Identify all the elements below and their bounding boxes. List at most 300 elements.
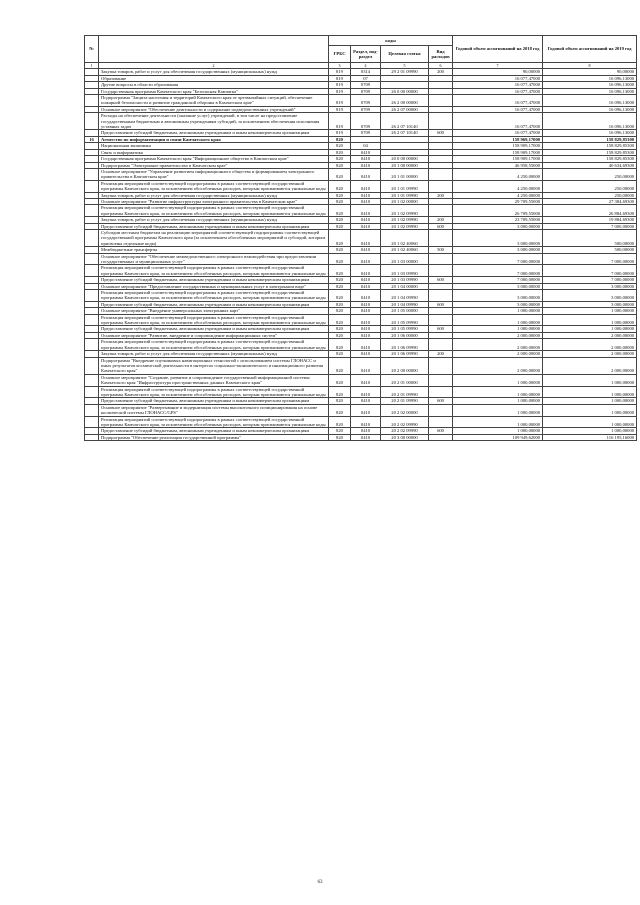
row-name: Образование: [99, 75, 329, 81]
row-target-article: 20 2 01 00000: [381, 374, 429, 386]
row-target-article: 20 1 01 00000: [381, 168, 429, 180]
row-target-article: 20 1 05 09990: [381, 314, 429, 326]
header-year-2019: Годовой объем ассигнований на 2019 год: [543, 36, 637, 63]
row-razdel: 0410: [351, 428, 381, 434]
row-target-article: 20 2 02 00000: [381, 404, 429, 416]
row-grbs: 820: [329, 168, 351, 180]
row-razdel: 0410: [351, 314, 381, 326]
row-amount-2019: 1 000,00000: [543, 398, 637, 404]
row-amount-2018: 4 250,00000: [453, 180, 543, 192]
row-name: Реализация мероприятий соответствующей подпрограммы в рамках соответствующей государственной программы Камчатского края, за исключением обособленных расходов, которым присваиваются уникальные коды: [99, 265, 329, 277]
row-target-article: 20 1 02 09990: [381, 205, 429, 217]
row-amount-2018: 16 077,47000: [453, 113, 543, 130]
row-razdel: 0410: [351, 386, 381, 398]
row-razdel: 0410: [351, 253, 381, 265]
row-amount-2018: 1 000,00000: [453, 314, 543, 326]
row-amount-2019: 2 000,00000: [543, 357, 637, 374]
row-grbs: 820: [329, 434, 351, 440]
row-name: Основное мероприятие "Предоставление государственных и муниципальных услуг в электронном виде": [99, 283, 329, 289]
row-target-article: 20 1 02 40060: [381, 229, 429, 246]
row-amount-2018: 90,00000: [453, 69, 543, 75]
row-amount-2018: 158 909,17000: [453, 149, 543, 155]
row-grbs: 820: [329, 357, 351, 374]
row-amount-2019: 158 829,85300: [543, 149, 637, 155]
row-amount-2018: 2 000,00000: [453, 332, 543, 338]
row-name: Межбюджетные трансферты: [99, 247, 329, 253]
row-razdel: 0410: [351, 357, 381, 374]
row-grbs: 819: [329, 75, 351, 81]
row-amount-2019: 16 096,13000: [543, 75, 637, 81]
row-number: [85, 339, 99, 351]
row-name: Подпрограмма "Защита населения и территорий Камчатского края от чрезвычайных ситуаций, обеспечение пожарной безопасности и развитие гражданской обороны в Камчатском крае": [99, 95, 329, 107]
table-row: [85, 386, 637, 398]
table-row: [85, 357, 637, 374]
row-target-article: 26 2 07 10140: [381, 113, 429, 130]
row-grbs: 820: [329, 404, 351, 416]
row-amount-2018: 3 000,00000: [453, 247, 543, 253]
row-target-article: 20 1 02 00000: [381, 198, 429, 204]
row-razdel: 07: [351, 75, 381, 81]
row-razdel: 0410: [351, 434, 381, 440]
table-row: [85, 314, 637, 326]
row-amount-2018: 3 000,00000: [453, 301, 543, 307]
row-name: Национальная экономика: [99, 143, 329, 149]
table-row: [85, 265, 637, 277]
row-razdel: 0410: [351, 374, 381, 386]
header-codes: коды: [329, 36, 453, 46]
row-grbs: 820: [329, 205, 351, 217]
row-razdel: 0410: [351, 198, 381, 204]
row-name: Основное мероприятие "Развитие, внедрение и сопровождение информационных систем": [99, 332, 329, 338]
row-grbs: 820: [329, 180, 351, 192]
row-razdel: 0410: [351, 339, 381, 351]
row-amount-2018: 4 250,00000: [453, 168, 543, 180]
row-target-article: 20 1 05 00000: [381, 308, 429, 314]
row-amount-2019: 116 195,16000: [543, 434, 637, 440]
row-name: Реализация мероприятий соответствующей подпрограммы в рамках соответствующей государственной программы Камчатского края, за исключением обособленных расходов, которым присваиваются уникальные коды: [99, 339, 329, 351]
row-razdel: 0410: [351, 149, 381, 155]
row-razdel: 0709: [351, 82, 381, 88]
row-name: Реализация мероприятий соответствующей подпрограммы в рамках соответствующей государственной программы Камчатского края, за исключением обособленных расходов, которым присваиваются уникальные коды: [99, 416, 329, 428]
table-row: [85, 205, 637, 217]
table-row: [85, 416, 637, 428]
row-amount-2018: 2 000,00000: [453, 357, 543, 374]
row-expense-type: [429, 434, 453, 440]
row-name: Предоставление субсидий бюджетным, автономным учреждениям и иным некоммерческим организациям: [99, 130, 329, 136]
row-name: Закупка товаров, работ и услуг для обеспечения государственных (муниципальных) нужд: [99, 351, 329, 357]
row-target-article: 26 2 00 00000: [381, 95, 429, 107]
row-expense-type: [429, 386, 453, 398]
row-name: Связь и информатика: [99, 149, 329, 155]
budget-table-page: [84, 35, 636, 441]
row-target-article: 20 1 02 09990: [381, 217, 429, 223]
row-grbs: 820: [329, 198, 351, 204]
row-razdel: 0410: [351, 217, 381, 223]
row-razdel: 0410: [351, 162, 381, 168]
row-amount-2019: 2 000,00000: [543, 339, 637, 351]
row-amount-2019: 3 000,00000: [543, 290, 637, 302]
table-row: [85, 339, 637, 351]
row-name: Субсидии местным бюджетам на реализацию мероприятий соответствующей подпрограммы соответствующей государственной программы Камчатского края (за исключением обособленных мероприятий и субсидий, которым присвоены отдельные коды): [99, 229, 329, 246]
row-razdel: 0410: [351, 308, 381, 314]
table-row: [85, 168, 637, 180]
row-grbs: 820: [329, 217, 351, 223]
row-amount-2019: 16 096,13000: [543, 88, 637, 94]
row-amount-2018: 16 077,47000: [453, 75, 543, 81]
row-grbs: 820: [329, 339, 351, 351]
row-razdel: 0410: [351, 290, 381, 302]
row-amount-2018: 158 909,17000: [453, 143, 543, 149]
row-expense-type: [429, 339, 453, 351]
row-name: Подпрограмма "Обеспечение реализации государственной программы": [99, 434, 329, 440]
row-grbs: 819: [329, 95, 351, 107]
header-num: №: [85, 36, 99, 63]
row-number: [85, 229, 99, 246]
row-name: Предоставление субсидий бюджетным, автономным учреждениям и иным некоммерческим организациям: [99, 326, 329, 332]
row-grbs: 820: [329, 301, 351, 307]
row-target-article: 20 2 02 09990: [381, 428, 429, 434]
row-target-article: 20 1 02 40060: [381, 247, 429, 253]
row-amount-2018: 1 000,00000: [453, 428, 543, 434]
table-row: [85, 290, 637, 302]
header-row-1: [85, 36, 637, 46]
header-grbs: ГРБС: [329, 46, 351, 63]
row-grbs: 820: [329, 265, 351, 277]
row-target-article: 20 1 06 09990: [381, 351, 429, 357]
row-amount-2019: 16 096,13000: [543, 95, 637, 107]
row-amount-2018: 16 077,47000: [453, 130, 543, 136]
header-razdel: Раздел, под-раздел: [351, 46, 381, 63]
row-name: Предоставление субсидий бюджетным, автономным учреждениям и иным некоммерческим организациям: [99, 428, 329, 434]
row-razdel: 0410: [351, 398, 381, 404]
index-cell: 6: [429, 63, 453, 69]
row-name: Подпрограмма "Электронное правительство в Камчатском крае": [99, 162, 329, 168]
row-number: 16: [85, 136, 99, 142]
row-expense-type: 600: [429, 223, 453, 229]
row-grbs: 819: [329, 88, 351, 94]
row-expense-type: [429, 265, 453, 277]
row-name: Основное мероприятие "Создание, развитие и сопровождение государственной информационной системы Камчатского края "Инфраструктура пространственных данных Камчатского края": [99, 374, 329, 386]
row-name: Другие вопросы в области образования: [99, 82, 329, 88]
row-number: [85, 180, 99, 192]
row-number: [85, 386, 99, 398]
row-amount-2018: 29 709,55000: [453, 198, 543, 204]
row-amount-2019: 2 000,00000: [543, 351, 637, 357]
row-razdel: 0410: [351, 205, 381, 217]
row-name: Реализация мероприятий соответствующей подпрограммы в рамках соответствующей государственной программы Камчатского края, за исключением обособленных расходов, которым присваиваются уникальные коды: [99, 180, 329, 192]
row-amount-2018: 7 000,00000: [453, 277, 543, 283]
row-amount-2018: 23 709,55000: [453, 217, 543, 223]
table-row: [85, 374, 637, 386]
row-razdel: 0410: [351, 326, 381, 332]
row-target-article: 20 2 00 00000: [381, 357, 429, 374]
row-amount-2018: 4 250,00000: [453, 192, 543, 198]
row-razdel: 0410: [351, 223, 381, 229]
row-amount-2018: 2 000,00000: [453, 351, 543, 357]
row-target-article: 20 1 04 09990: [381, 290, 429, 302]
row-grbs: 819: [329, 82, 351, 88]
row-expense-type: 500: [429, 247, 453, 253]
row-grbs: 820: [329, 162, 351, 168]
row-name: Подпрограмма "Внедрение спутниковых навигационных технологий с использованием системы ГЛОНАСС и иных результатов космической деятельности в интересах социально-экономического и инновационного развития Камчатского края": [99, 357, 329, 374]
row-grbs: 820: [329, 428, 351, 434]
row-razdel: 0410: [351, 180, 381, 192]
row-name: Предоставление субсидий бюджетным, автономным учреждениям и иным некоммерческим организациям: [99, 277, 329, 283]
table-row: [85, 180, 637, 192]
row-grbs: 820: [329, 156, 351, 162]
row-amount-2019: 158 829,85300: [543, 136, 637, 142]
row-amount-2019: 16 096,13000: [543, 130, 637, 136]
row-name: Агентство по информатизации и связи Камчатского края: [99, 136, 329, 142]
row-amount-2019: 500,00000: [543, 229, 637, 246]
row-razdel: 0410: [351, 416, 381, 428]
row-amount-2018: 16 077,47000: [453, 88, 543, 94]
row-target-article: 20 2 01 09990: [381, 398, 429, 404]
row-target-article: 20 1 01 09990: [381, 180, 429, 192]
row-name: Закупка товаров, работ и услуг для обеспечения государственных (муниципальных) нужд: [99, 192, 329, 198]
row-target-article: 20 1 04 00000: [381, 283, 429, 289]
row-razdel: 0709: [351, 113, 381, 130]
row-name: Основное мероприятие "Развитие инфраструктуры электронного правительства в Камчатском крае": [99, 198, 329, 204]
row-amount-2019: 7 000,00000: [543, 265, 637, 277]
row-number: [85, 434, 99, 440]
row-grbs: 820: [329, 398, 351, 404]
page-number: 63: [317, 880, 323, 885]
row-amount-2019: 3 000,00000: [543, 301, 637, 307]
row-grbs: 820: [329, 277, 351, 283]
row-target-article: 20 1 06 09990: [381, 339, 429, 351]
row-amount-2019: 1 000,00000: [543, 308, 637, 314]
index-cell: 2: [99, 63, 329, 69]
row-amount-2019: 90,00000: [543, 69, 637, 75]
row-razdel: 0410: [351, 156, 381, 162]
row-expense-type: 200: [429, 351, 453, 357]
row-target-article: 20 1 03 09990: [381, 265, 429, 277]
row-number: [85, 113, 99, 130]
row-target-article: 20 1 00 00000: [381, 162, 429, 168]
row-target-article: 20 1 06 00000: [381, 332, 429, 338]
row-name: Основное мероприятие "Управление развитием информационного общества и формированием электронного правительства в Камчатском крае": [99, 168, 329, 180]
index-cell: 5: [381, 63, 429, 69]
row-name: Закупка товаров, работ и услуг для обеспечения государственных (муниципальных) нужд: [99, 69, 329, 75]
row-target-article: 20 1 01 09990: [381, 192, 429, 198]
row-grbs: 820: [329, 351, 351, 357]
row-expense-type: 200: [429, 69, 453, 75]
row-amount-2018: 3 000,00000: [453, 229, 543, 246]
row-grbs: 819: [329, 69, 351, 75]
row-razdel: 0709: [351, 88, 381, 94]
header-target-article: Целевая статья: [381, 46, 429, 63]
row-target-article: 20 3 00 00000: [381, 434, 429, 440]
table-row: [85, 113, 637, 130]
row-amount-2019: 500,00000: [543, 247, 637, 253]
row-expense-type: [429, 229, 453, 246]
row-expense-type: [429, 168, 453, 180]
row-grbs: 820: [329, 308, 351, 314]
row-expense-type: 200: [429, 217, 453, 223]
row-target-article: 20 1 03 00000: [381, 253, 429, 265]
row-grbs: 820: [329, 149, 351, 155]
row-amount-2018: 1 000,00000: [453, 308, 543, 314]
row-expense-type: 600: [429, 398, 453, 404]
row-amount-2018: 1 000,00000: [453, 326, 543, 332]
row-number: [85, 168, 99, 180]
row-expense-type: 600: [429, 428, 453, 434]
row-name: Предоставление субсидий бюджетным, автономным учреждениям и иным некоммерческим организациям: [99, 301, 329, 307]
row-expense-type: [429, 314, 453, 326]
row-amount-2019: 19 884,69300: [543, 217, 637, 223]
row-name: Государственная программа Камчатского края "Безопасная Камчатка": [99, 88, 329, 94]
row-grbs: 820: [329, 229, 351, 246]
row-amount-2018: 16 077,47000: [453, 95, 543, 107]
row-target-article: 26 2 07 10140: [381, 130, 429, 136]
row-target-article: 20 1 04 09990: [381, 301, 429, 307]
row-name: Реализация мероприятий соответствующей подпрограммы в рамках соответствующей государственной программы Камчатского края, за исключением обособленных расходов, которым присваиваются уникальные коды: [99, 205, 329, 217]
index-cell: 4: [351, 63, 381, 69]
row-expense-type: [429, 95, 453, 107]
row-razdel: 0410: [351, 229, 381, 246]
row-number: [85, 416, 99, 428]
row-razdel: 0410: [351, 192, 381, 198]
row-amount-2018: 3 000,00000: [453, 223, 543, 229]
row-amount-2018: 16 077,47000: [453, 82, 543, 88]
table-row: [85, 434, 637, 440]
row-amount-2018: 7 000,00000: [453, 265, 543, 277]
row-razdel: 0410: [351, 332, 381, 338]
row-razdel: 0314: [351, 69, 381, 75]
row-amount-2018: 1 000,00000: [453, 386, 543, 398]
row-amount-2018: 2 000,00000: [453, 339, 543, 351]
row-amount-2019: 26 884,69300: [543, 205, 637, 217]
row-amount-2019: 250,00000: [543, 180, 637, 192]
row-amount-2019: 16 096,13000: [543, 82, 637, 88]
row-number: [85, 314, 99, 326]
row-razdel: 0410: [351, 404, 381, 416]
row-amount-2019: 16 096,13000: [543, 106, 637, 112]
row-razdel: 0410: [351, 265, 381, 277]
index-cell: 8: [543, 63, 637, 69]
table-row: [85, 95, 637, 107]
row-name: Закупка товаров, работ и услуг для обеспечения государственных (муниципальных) нужд: [99, 217, 329, 223]
row-amount-2019: 3 000,00000: [543, 283, 637, 289]
row-grbs: 820: [329, 374, 351, 386]
row-razdel: 0709: [351, 95, 381, 107]
row-grbs: 820: [329, 247, 351, 253]
row-target-article: 20 0 00 00000: [381, 156, 429, 162]
row-target-article: 20 1 02 09990: [381, 223, 429, 229]
row-expense-type: [429, 180, 453, 192]
row-expense-type: [429, 416, 453, 428]
row-amount-2019: 7 000,00000: [543, 223, 637, 229]
table-row: [85, 404, 637, 416]
row-number: [85, 357, 99, 374]
row-expense-type: 600: [429, 326, 453, 332]
row-amount-2019: 1 000,00000: [543, 374, 637, 386]
row-target-article: 20 2 02 09990: [381, 416, 429, 428]
header-name: [99, 36, 329, 63]
row-amount-2018: 3 000,00000: [453, 283, 543, 289]
row-grbs: 820: [329, 314, 351, 326]
row-name: Основное мероприятие "Обеспечение межведомственного электронного взаимодействия при предоставлении государственных и муниципальных услуг": [99, 253, 329, 265]
row-expense-type: [429, 253, 453, 265]
row-expense-type: 600: [429, 130, 453, 136]
row-razdel: 0410: [351, 283, 381, 289]
row-expense-type: 600: [429, 277, 453, 283]
row-razdel: 0410: [351, 168, 381, 180]
row-number: [85, 253, 99, 265]
row-grbs: 820: [329, 283, 351, 289]
row-grbs: 819: [329, 106, 351, 112]
index-cell: 1: [85, 63, 99, 69]
index-cell: 3: [329, 63, 351, 69]
row-razdel: 0410: [351, 351, 381, 357]
row-number: [85, 95, 99, 107]
row-amount-2019: 7 000,00000: [543, 277, 637, 283]
row-name: Расходы на обеспечение деятельности (оказание услуг) учреждений, в том числе на предоставление государственным бюджетным и автономным учреждениям субсидий, за исключением обеспечения исполнения уставных задач: [99, 113, 329, 130]
row-name: Основное мероприятие "Обеспечение деятельности и содержание подведомственных учреждений": [99, 106, 329, 112]
row-target-article: 26 2 07 00000: [381, 106, 429, 112]
row-grbs: 820: [329, 223, 351, 229]
row-amount-2019: 16 096,13000: [543, 113, 637, 130]
row-razdel: 0410: [351, 277, 381, 283]
row-target-article: 20 1 05 09990: [381, 326, 429, 332]
row-target-article: 29 2 01 09990: [381, 69, 429, 75]
row-number: [85, 374, 99, 386]
row-grbs: 820: [329, 416, 351, 428]
row-name: Реализация мероприятий соответствующей подпрограммы в рамках соответствующей государственной программы Камчатского края, за исключением обособленных расходов, которым присваиваются уникальные коды: [99, 386, 329, 398]
budget-table: [84, 35, 637, 441]
header-year-2018: Годовой объем ассигнований на 2018 год: [453, 36, 543, 63]
row-amount-2019: 250,00000: [543, 168, 637, 180]
table-row: [85, 253, 637, 265]
row-amount-2019: 1 000,00000: [543, 326, 637, 332]
row-expense-type: [429, 113, 453, 130]
row-name: Основное мероприятие "Развертывание и модернизация системы высокоточного позиционирования на основе космической системы ГЛОНАСС/GPS": [99, 404, 329, 416]
row-amount-2018: 158 969,17000: [453, 136, 543, 142]
row-amount-2018: 1 000,00000: [453, 416, 543, 428]
row-amount-2019: 158 829,85300: [543, 143, 637, 149]
row-name: Предоставление субсидий бюджетным, автономным учреждениям и иным некоммерческим организациям: [99, 398, 329, 404]
row-razdel: 04: [351, 143, 381, 149]
row-number: [85, 205, 99, 217]
table-row: [85, 229, 637, 246]
row-razdel: 0709: [351, 130, 381, 136]
row-expense-type: [429, 357, 453, 374]
row-amount-2019: 1 000,00000: [543, 314, 637, 326]
row-expense-type: [429, 404, 453, 416]
row-amount-2018: 1 000,00000: [453, 404, 543, 416]
row-name: Государственная программа Камчатского края "Информационное общество в Камчатском крае": [99, 156, 329, 162]
row-amount-2019: 250,00000: [543, 192, 637, 198]
row-grbs: 820: [329, 143, 351, 149]
row-amount-2018: 7 000,00000: [453, 253, 543, 265]
header-expense-type: Вид расходов: [429, 46, 453, 63]
index-cell: 7: [453, 63, 543, 69]
row-grbs: 820: [329, 136, 351, 142]
row-expense-type: 200: [429, 192, 453, 198]
row-amount-2018: 1 000,00000: [453, 374, 543, 386]
row-razdel: 0410: [351, 301, 381, 307]
row-amount-2019: 7 000,00000: [543, 253, 637, 265]
row-amount-2019: 1 000,00000: [543, 386, 637, 398]
row-grbs: 820: [329, 192, 351, 198]
row-grbs: 819: [329, 113, 351, 130]
row-grbs: 819: [329, 130, 351, 136]
row-amount-2019: 1 000,00000: [543, 404, 637, 416]
row-name: Предоставление субсидий бюджетным, автономным учреждениям и иным некоммерческим организациям: [99, 223, 329, 229]
row-number: [85, 290, 99, 302]
row-grbs: 820: [329, 386, 351, 398]
